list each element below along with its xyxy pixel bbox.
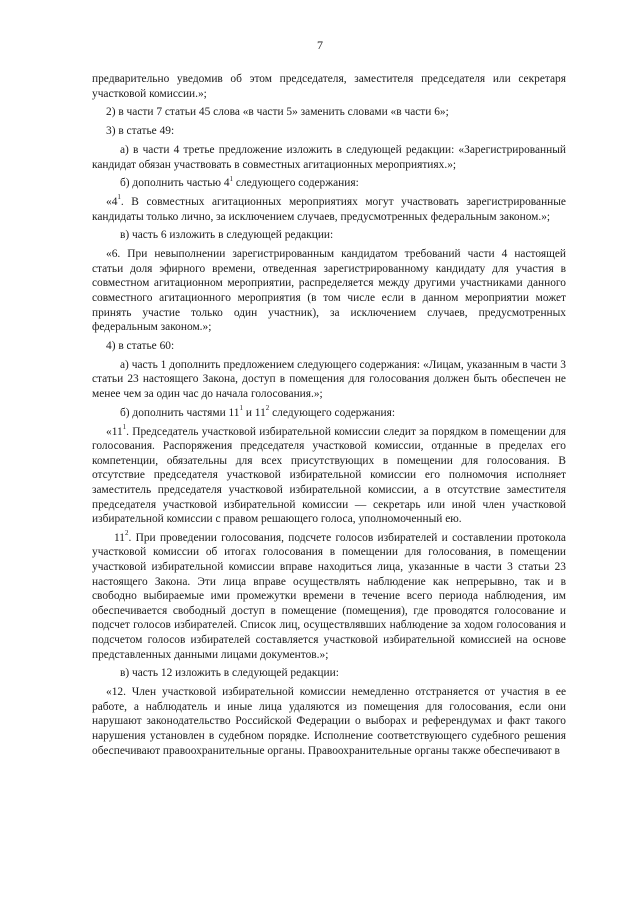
paragraph-item-4b-tail: следующего содержания: xyxy=(269,406,396,419)
paragraph-item-4b-text: б) дополнить частями 11 xyxy=(120,406,240,419)
paragraph-item-3: 3) в статье 49: xyxy=(106,125,175,138)
paragraph-item-3b xyxy=(92,176,566,191)
paragraph-item-3b-tail: следующего содержания: xyxy=(233,177,359,190)
paragraph-part-11-1-lead: «11 xyxy=(106,425,123,438)
paragraph-part-11-1 xyxy=(92,422,566,527)
superscript: 1 xyxy=(117,193,121,202)
paragraph-part-11-2 xyxy=(92,531,566,662)
page-number: 7 xyxy=(317,38,323,52)
paragraph-item-4c: в) часть 12 изложить в следующей редакции: xyxy=(120,667,339,680)
paragraph-part-4-1-text: . В совместных агитационных мероприятиях могут участвовать зарегистрированные кандидаты только лично, за исключением случаев, предусмотренных федеральным законом.»; xyxy=(92,196,566,223)
paragraph-item-3c: в) часть 6 изложить в следующей редакции: xyxy=(120,229,334,242)
paragraph-part-6: «6. При невыполнении зарегистрированным кандидатом требований части 4 настоящей статьи доля эфирного времени, отведенная зарегистрированному кандидату для участия в совместном агитационном мероприятии, распределяется между другими участниками данного совместного агитационного мероприятия (в том числе если в данном мероприятии может принять участие только один участник), за исключением случаев, предусмотренных федеральным законом.»; xyxy=(92,248,566,334)
paragraph-item-4b xyxy=(92,403,566,421)
paragraph-part-11-2-text: . При проведении голосования, подсчете голосов избирателей и составлении протокола участковой комиссии об итогах голосования в помещении для голосования, в помещении участковой избирательной комиссии вправе находиться лица, указанные в части 3 статьи 23 настоящего Закона. Эти лица вправе осуществлять наблюдение как непрерывно, так и в свободно выбираемые ими промежутки времени в течение всего периода наблюдения, им обеспечивается свободный доступ в помещение (помещения), где проводятся голосование и подсчет голосов избирателей. Список лиц, осуществлявших наблюдение за ходом голосования и подсчетом голосов избирателей составляется участковой избирательной комиссией на основе представленных данными лицами документов.»; xyxy=(92,531,566,661)
paragraph-item-4b-mid: и 11 xyxy=(243,406,266,419)
document-body xyxy=(92,72,566,762)
paragraph-item-4a: а) часть 1 дополнить предложением следующего содержания: «Лицам, указанным в части 3 статьи 23 настоящего Закона, доступ в помещения для голосования должен быть обеспечен не менее чем за один час до начала голосования.»; xyxy=(92,358,566,400)
paragraph-part-11-2-lead: 11 xyxy=(114,531,125,544)
paragraph-continuation: предварительно уведомив об этом председателя, заместителя председателя или секретаря участковой комиссии.»; xyxy=(92,73,566,100)
paragraph-part-12: «12. Член участковой избирательной комиссии немедленно отстраняется от участия в ее работе, а наблюдатель и иные лица удаляются из помещения для голосования, если они нарушают законодательство Российской Федерации о выборах и референдумах и факт такого нарушения установлен в судебном порядке. Исполнение соответствующего судебного решения обеспечивают правоохранительные органы. Правоохранительные органы также обеспечивают в xyxy=(92,686,566,757)
superscript: 1 xyxy=(122,422,127,431)
paragraph-part-11-1-text: . Председатель участковой избирательной комиссии следит за порядком в помещении для голосования. Распоряжения председателя участковой комиссии, отданные в пределах его компетенции, обязательны для всех присутствующих в помещении для голосования. В отсутствие председателя участковой избирательной комиссии его полномочия исполняет заместитель председателя участковой избирательной комиссии, а в отсутствие заместителя председателя участковой избирательной комиссии — секретарь или иной член участковой избирательной комиссии с правом решающего голоса, уполномоченный ею. xyxy=(92,425,566,526)
paragraph-item-3b-text: б) дополнить частью 4 xyxy=(120,177,230,190)
superscript: 2 xyxy=(265,403,270,412)
paragraph-item-3a: а) в части 4 третье предложение изложить в следующей редакции: «Зарегистрированный кандидат обязан участвовать в совместных агитационных мероприятиях.»; xyxy=(92,143,566,171)
superscript: 2 xyxy=(124,529,129,538)
paragraph-item-4: 4) в статье 60: xyxy=(106,340,175,352)
paragraph-item-2: 2) в части 7 статьи 45 слова «в части 5» заменить словами «в части 6»; xyxy=(106,106,449,119)
paragraph-part-4-1 xyxy=(92,195,566,224)
superscript: 1 xyxy=(239,403,243,412)
superscript: 1 xyxy=(229,174,234,183)
paragraph-part-4-1-lead: «4 xyxy=(106,196,118,209)
